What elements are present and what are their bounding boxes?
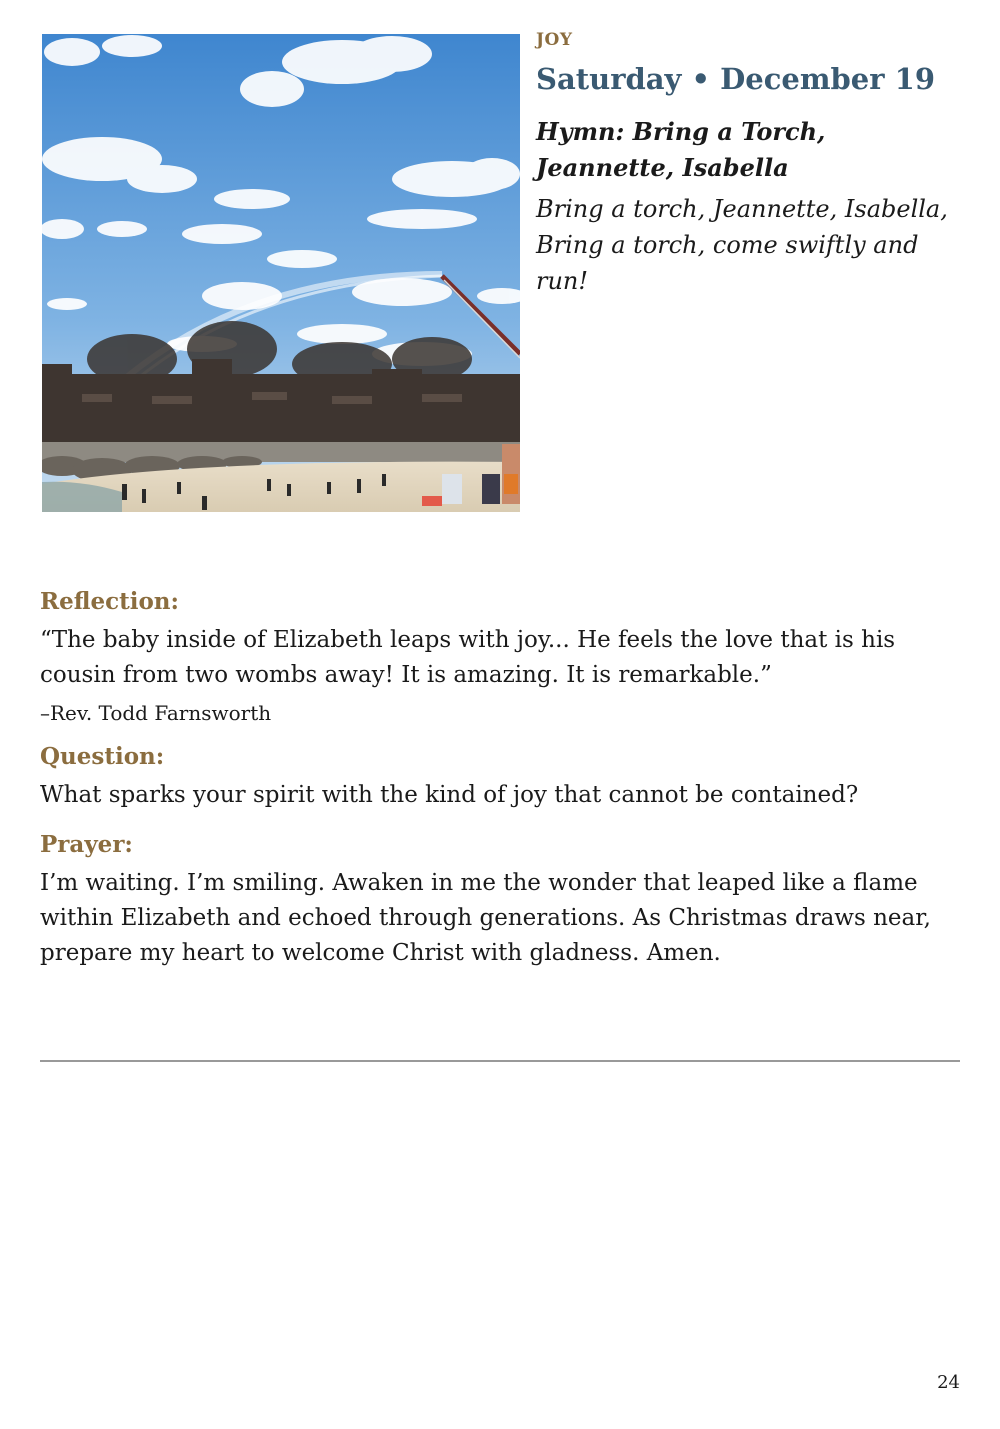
theme-label: JOY [536, 30, 573, 50]
horizontal-divider [40, 1060, 960, 1062]
question-section [40, 743, 965, 813]
reflection-heading: Reflection: [40, 588, 180, 615]
reflection-quote: “The baby inside of Elizabeth leaps with joy... He feels the love that is his cousin from two wombs away! It is amazing. It is remarkable.” [40, 627, 896, 688]
prayer-heading: Prayer: [40, 831, 133, 858]
devotion-body [40, 588, 965, 971]
reflection-section [40, 588, 965, 725]
hymn-lyrics: Bring a torch, Jeannette, Isabella, Bring a torch, come swiftly and run! [536, 195, 948, 295]
page-number: 24 [937, 1372, 960, 1393]
devotion-header [536, 30, 966, 299]
question-heading: Question: [40, 743, 165, 770]
prayer-section [40, 831, 965, 971]
reflection-attribution: –Rev. Todd Farnsworth [40, 701, 272, 725]
prayer-text: I’m waiting. I’m smiling. Awaken in me the wonder that leaped like a flame within Elizabeth and echoed through generations. As Christmas draws near, prepare my heart to welcome Christ with gladness. Amen. [40, 870, 931, 966]
hymn-title: Hymn: Bring a Torch, Jeannette, Isabella [536, 117, 826, 182]
beach-fireboat-photo [42, 34, 520, 512]
question-text: What sparks your spirit with the kind of joy that cannot be contained? [40, 782, 859, 808]
date-heading: Saturday • December 19 [536, 62, 935, 96]
